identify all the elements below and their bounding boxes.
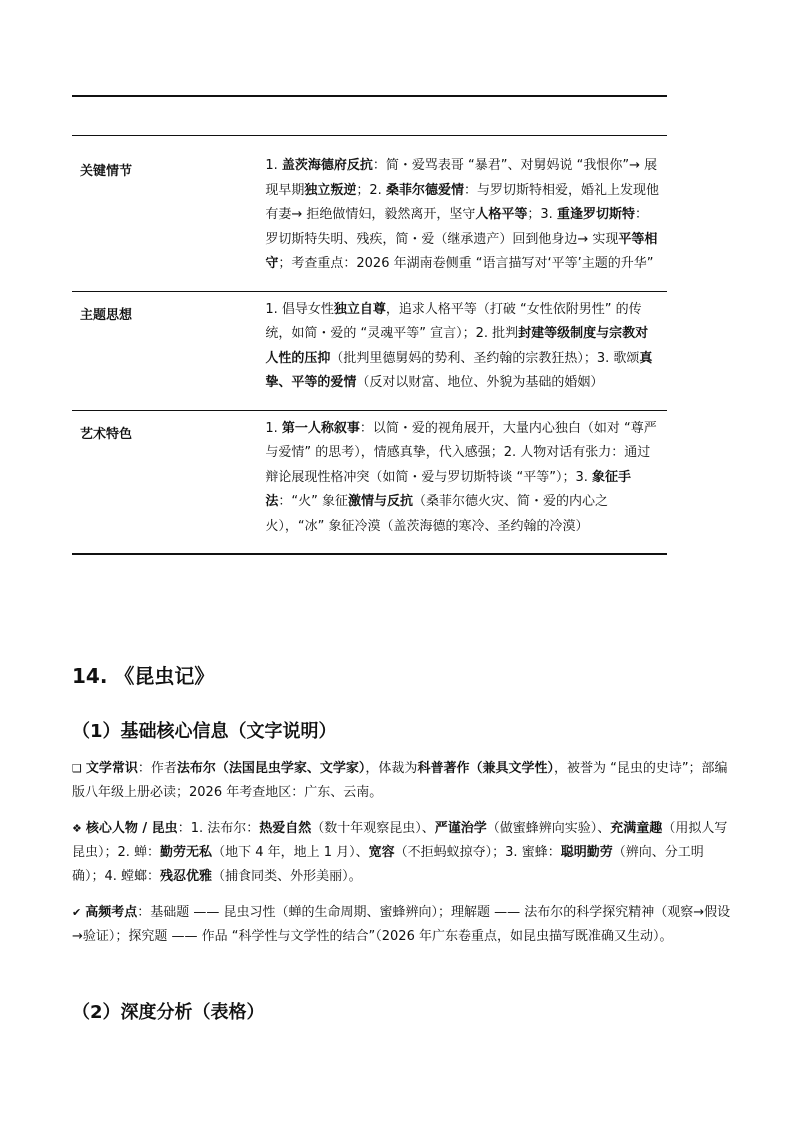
paragraph-key-exam-points [72, 901, 732, 949]
text-run: ：1. 法布尔： [177, 821, 260, 836]
text-run: ：罗切斯特失明、残疾，简・爱（继承遗产）回到他身边→ 实现 [265, 207, 648, 247]
bold-text: 象征手法 [265, 469, 632, 509]
bold-text: 勤劳无私 [160, 845, 213, 860]
bold-text: 充满童趣 [610, 821, 663, 836]
text-run: （桑菲尔德火灾、简・爱的内心之火），“冰” 象征冷漠（盖茨海德的寒冷、圣约翰的冷漠） [265, 494, 609, 534]
bold-text: 热爱自然 [259, 821, 312, 836]
text-run: （数十年观察昆虫）、 [311, 821, 435, 836]
text-run: ：基础题 —— 昆虫习性（蝉的生命周期、蜜蜂辨向）；理解题 —— 法布尔的科学探究精神（观察→假设→验证）；探究题 —— 作品 “科学性与文学性的结合”（2026 年广东卷重点，如昆虫描写既准确又生动）。 [72, 905, 731, 944]
checkbox-bullet-icon: ❑ [72, 762, 82, 775]
subsection-title-analysis: （2）深度分析（表格） [72, 1002, 265, 1023]
text-run: （不拒蚂蚁掠夺）；3. 蜜蜂： [394, 845, 561, 860]
table-row-content [265, 98, 667, 291]
bold-text: 文学常识 [85, 761, 138, 776]
bold-text: 桑菲尔德爱情 [385, 182, 464, 198]
text-run: ：作者 [137, 761, 177, 776]
bold-text: 高频考点 [85, 905, 138, 920]
checkmark-bullet-icon: ✔ [72, 906, 82, 919]
text-run: （批判里德舅妈的势利、圣约翰的宗教狂热）；3. 歌颂 [330, 350, 640, 366]
text-run: ：“火” 象征 [278, 494, 348, 509]
bold-text: 平等相守 [265, 231, 658, 271]
diamond-bullet-icon: ❖ [72, 822, 82, 835]
bold-text: 聪明勤劳 [560, 845, 613, 860]
paragraph-literary-knowledge [72, 757, 732, 805]
bold-text: 核心人物 / 昆虫 [85, 821, 178, 836]
section-title: 14. 《昆虫记》 [72, 664, 215, 688]
table-row-label: 主题思想 [80, 307, 133, 323]
text-run: （辨向、分工明确）；4. 螳螂： [72, 845, 704, 884]
text-run: ；2. [356, 182, 386, 198]
text-run: ：与罗切斯特相爱，婚礼上发现他有妻→ 拒绝做情妇，毅然离开，坚守 [265, 182, 659, 222]
text-run: 1. [265, 158, 282, 173]
bold-text: 人格平等 [475, 207, 528, 222]
paragraph-text [72, 821, 727, 884]
text-run: 1. [265, 420, 282, 436]
table-row-content [265, 411, 667, 554]
text-run: ；3. [527, 207, 557, 222]
text-run: ：以简・爱的视角展开，大量内心独白（如对 “尊严与爱情” 的思考），情感真挚，代入感强；2. 人物对话有张力：通过辩论展现性格冲突（如简・爱与罗切斯特谈 “平等”）；3. [265, 420, 657, 485]
bold-text: 法布尔（法国昆虫学家、文学家） [176, 761, 366, 776]
table-row-label: 关键情节 [80, 164, 133, 179]
analysis-table [72, 95, 667, 555]
bold-text: 宽容 [368, 845, 395, 860]
bold-text: 独立叛逆 [304, 182, 357, 198]
bold-text: 激情与反抗 [347, 494, 413, 509]
text-run: （反对以财富、地位、外貌为基础的婚姻） [356, 375, 604, 390]
paragraph-core-characters [72, 817, 732, 889]
text-run: （做蜜蜂辨向实验）、 [486, 821, 611, 836]
paragraph-text [72, 905, 730, 944]
bold-text: 科普著作（兼具文学性） [417, 761, 554, 776]
text-run: （捕食同类、外形美丽）。 [212, 869, 362, 884]
text-run: ，体裁为 [365, 761, 418, 776]
bold-text: 真挚、平等的爱情 [265, 350, 653, 390]
table-row-label: 艺术特色 [80, 426, 133, 442]
table-row-art-features [72, 411, 667, 556]
text-run: ：简・爱骂表哥 “暴君”、对舅妈说 “我恨你”→ 展现早期 [265, 158, 658, 198]
subsection-title-basic: （1）基础核心信息（文字说明） [72, 721, 337, 742]
bold-text: 第一人称叙事 [281, 420, 360, 436]
text-run: 1. 倡导女性 [265, 301, 334, 317]
bold-text: 严谨治学 [434, 821, 487, 836]
text-run: ，追求人格平等（打破 “女性依附男性” 的传统，如简・爱的 “灵魂平等” 宣言）；2. 批判 [265, 301, 642, 341]
table-row-theme [72, 292, 667, 411]
text-run: ；考查重点：2026 年湖南卷侧重 “语言描写对‘平等’主题的升华” [278, 256, 654, 271]
bold-text: 独立自尊 [333, 301, 386, 317]
text-run: ，被誉为 “昆虫的史诗”；部编版八年级上册必读；2026 年考查地区：广东、云南。 [72, 761, 728, 800]
text-run: （地下 4 年，地上 1 月）、 [212, 845, 369, 860]
bold-text: 重逢罗切斯特 [556, 207, 635, 222]
table-row-key-plot [72, 98, 667, 292]
table-row-content [265, 292, 667, 410]
text-run: （用拟人写昆虫）；2. 蝉： [72, 821, 728, 860]
bold-text: 盖茨海德府反抗 [281, 158, 373, 173]
paragraph-text [72, 761, 728, 800]
bold-text: 残忍优雅 [160, 869, 213, 884]
bold-text: 封建等级制度与宗教对人性的压抑 [265, 326, 649, 366]
